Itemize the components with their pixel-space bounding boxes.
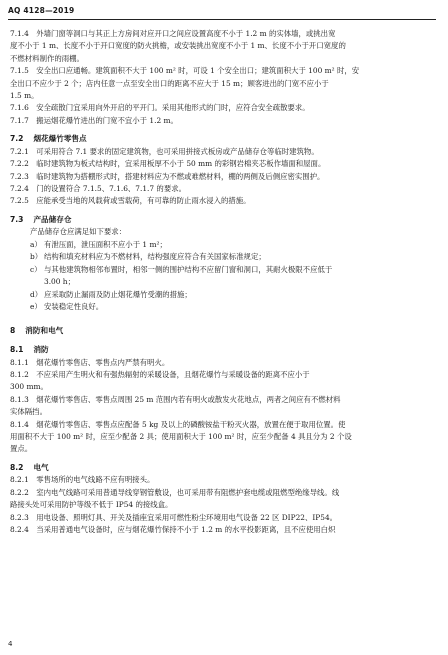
clause-8-2-2-line1: 8.2.2 室内电气线路可采用普通导线穿钢管敷设，也可采用带有阻燃护套电缆或阻燃型绝缘导线。线	[10, 487, 340, 497]
clause-7-1-5-line2: 全出口不应少于 2 个；店内任意一点至安全出口的距离不应大于 15 m；顾客进出的门宽不应小于	[10, 78, 329, 88]
section-title: 产品储存仓	[33, 214, 72, 224]
list-text: 与其他建筑物相邻布置时，相邻一侧的围护结构不应留门窗和洞口，其耐火极限不应低于	[44, 264, 333, 274]
clause-7-3-intro: 产品储存仓应满足如下要求：	[30, 227, 127, 237]
clause-8-2-4: 8.2.4 当采用普通电气设备时，应与烟花爆竹保持不小于 1.2 m 的水平投影距离，且不应使用白炽	[10, 524, 336, 534]
clause-8-1-3-line2: 实体隔挡。	[10, 407, 47, 417]
section-number: 8.2	[10, 462, 24, 472]
document-code: AQ 4128—2019	[8, 6, 75, 15]
clause-8-1-2-line1: 8.1.2 不应采用产生明火和有强热辐射的采暖设备，且烟花爆竹与采暖设备的距离不应小于	[10, 369, 310, 379]
list-marker: c）	[30, 264, 42, 274]
clause-7-1-4-line2: 度不小于 1 m、长度不小于开口宽度的防火挑檐，或安装挑出宽度不小于 1 m、长度不小于开口宽度的	[10, 41, 346, 51]
clause-7-1-7: 7.1.7 搬运烟花爆竹进出的门宽不宜小于 1.2 m。	[10, 115, 178, 125]
clause-8-2-1: 8.2.1 零售场所的电气线路不应有明接头。	[10, 475, 155, 485]
clause-8-1-1: 8.1.1 烟花爆竹零售店、零售点内严禁有明火。	[10, 357, 170, 367]
section-number: 7.3	[10, 214, 24, 224]
list-marker: d）	[30, 289, 43, 299]
clause-7-1-6: 7.1.6 安全疏散门宜采用向外开启的平开门。采用其他形式的门时，应符合安全疏散要求。	[10, 103, 310, 113]
section-title: 消防和电气	[25, 326, 64, 336]
list-text: 应采取防止漏雨及防止烟花爆竹受潮的措施；	[44, 289, 192, 299]
list-item	[30, 239, 434, 251]
section-number: 8	[10, 326, 16, 336]
section-7-3-heading	[10, 214, 434, 227]
clause-7-2-5: 7.2.5 应能承受当地的风载荷或雪载荷，有可靠的防止雨水浸入的措施。	[10, 196, 251, 206]
page-number: 4	[8, 640, 13, 648]
header-rule	[8, 19, 436, 20]
list-marker: a）	[30, 239, 42, 249]
clause-8-2-3: 8.2.3 用电设备、照明灯具、开关及插座宜采用可燃性粉尘环境用电气设备 22 区 DIP22、IP54。	[10, 512, 338, 522]
clause-7-2-1: 7.2.1 可采用符合 7.1 要求的固定建筑物，也可采用拼接式板房或产品储存仓等临时建筑物。	[10, 146, 319, 156]
clause-8-2-2-line2: 路接头处可采用防护等级不低于 IP54 的接线盒。	[10, 500, 173, 510]
clause-7-1-4-line1: 7.1.4 外墙门窗等洞口与其正上方房间对应开口之间应设置高度不小于 1.2 m 的实体墙，或挑出宽	[10, 29, 336, 38]
section-title: 消防	[33, 344, 49, 354]
list-text: 有泄压面，泄压面积不应小于 1 m²；	[44, 239, 167, 249]
section-title: 电气	[33, 462, 49, 472]
list-marker: e）	[30, 301, 42, 311]
clause-7-2-4: 7.2.4 门的设置符合 7.1.5、7.1.6、7.1.7 的要求。	[10, 184, 186, 194]
section-title: 烟花爆竹零售点	[33, 134, 87, 144]
list-marker: b）	[30, 252, 43, 262]
clause-8-1-2-line2: 300 mm。	[10, 382, 48, 392]
clause-8-1-4-line2: 用面积不大于 100 m² 时，应至少配备 2 具；使用面积大于 100 m² 时，应至少配备 4 具且分为 2 个设	[10, 431, 352, 441]
list-text: 结构和填充材料应为不燃材料，结构强度应符合有关国家标准规定；	[44, 252, 266, 262]
list-item	[30, 264, 434, 276]
section-8-heading	[10, 325, 434, 338]
clause-8-1-4-line1: 8.1.4 烟花爆竹零售店、零售点应配备 5 kg 及以上的磷酸铵盐干粉灭火器，放置在便于取用位置。使	[10, 419, 346, 429]
clause-7-2-3: 7.2.3 临时建筑物为搭棚形式时，搭建材料应为不燃或难燃材料，棚的两侧及后侧应密实围护。	[10, 171, 325, 181]
section-number: 7.2	[10, 134, 24, 144]
clause-8-1-4-line3: 置点。	[10, 444, 33, 454]
clause-7-1-5-line1: 7.1.5 安全出口应通畅。建筑面积不大于 100 m² 时，可设 1 个安全出口；建筑面积大于 100 m² 时，安	[10, 66, 360, 76]
section-number: 8.1	[10, 344, 24, 354]
list-item	[30, 289, 434, 301]
clause-8-1-3-line1: 8.1.3 烟花爆竹零售店、零售点周围 25 m 范围内若有明火或散发火花地点，两者之间应有不燃材料	[10, 394, 341, 404]
clause-7-1-5-line3: 1.5 m。	[10, 91, 39, 101]
list-item	[30, 301, 434, 313]
section-8-2-heading	[10, 462, 434, 475]
clause-7-1-4-line3: 不燃材料制作的雨棚。	[10, 53, 84, 63]
list-item	[30, 251, 434, 263]
section-8-1-heading	[10, 344, 434, 357]
list-text: 安装稳定性良好。	[44, 301, 104, 311]
list-item-continuation: 3.00 h；	[44, 277, 75, 287]
clause-7-2-2: 7.2.2 临时建筑物为板式结构时，宜采用板厚不小于 50 mm 的彩钢岩棉夹芯板作墙面和屋面。	[10, 159, 326, 169]
section-7-2-heading	[10, 133, 434, 146]
document-body	[10, 28, 434, 536]
